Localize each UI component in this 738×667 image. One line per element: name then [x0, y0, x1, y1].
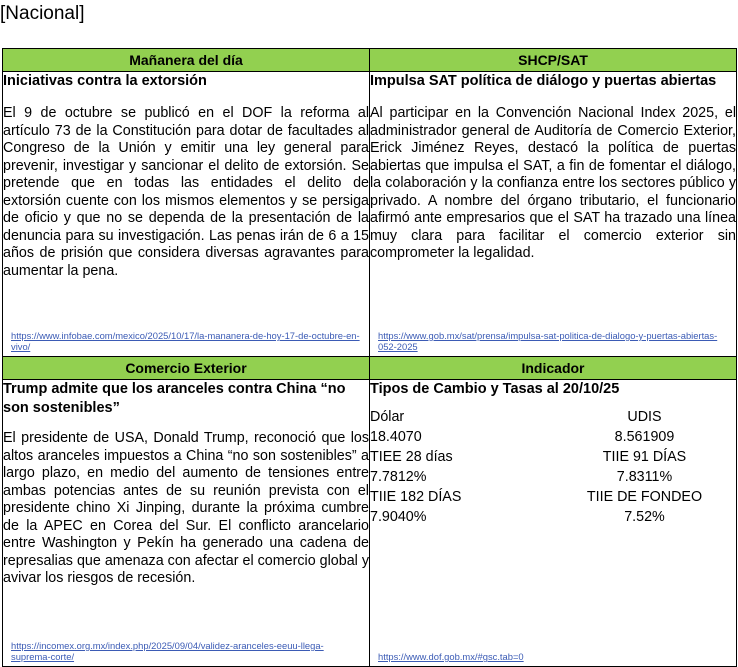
header-comercio-exterior: Comercio Exterior: [3, 357, 370, 380]
cell-manianera: [3, 72, 370, 357]
cell-indicador: [370, 380, 737, 667]
article-title: Trump admite que los aranceles contra China “no son sostenibles”: [3, 381, 346, 416]
indicator-label: Dólar: [370, 409, 405, 425]
source-link[interactable]: https://www.gob.mx/sat/prensa/impulsa-sat-politica-de-dialogo-y-puertas-abiertas-052-2025: [378, 330, 718, 352]
indicator-label: TIEE 28 días: [370, 449, 453, 465]
indicator-value: 8.561909: [614, 429, 675, 445]
indicator-label: TIIE 182 DÍAS: [370, 489, 462, 505]
indicator-title: Tipos de Cambio y Tasas al 20/10/25: [370, 381, 620, 397]
article-text: El presidente de USA, Donald Trump, reconoció que los altos aranceles impuestos a China “no son sostenibles” a largo plazo, en medio del aumento de tensiones entre ambas potencias antes de su reunión prevista con el presidente chino Xi Jinping, durante la próxima cumbre de la APEC en Corea del Sur. El conflicto arancelario entre Washington y Pekín ha generado una cadena de represalias que amenaza con afectar el comercio global y avivar los riesgos de recesión.: [3, 430, 369, 586]
indicator-value: 7.52%: [624, 509, 665, 525]
source-link[interactable]: https://incomex.org.mx/index.php/2025/09/04/validez-aranceles-eeuu-llega-suprema-corte/: [11, 640, 324, 662]
cell-shcp-sat: [370, 72, 737, 357]
indicator-value: 7.9040%: [370, 509, 427, 525]
indicator-grid: [370, 407, 736, 527]
article-title: Impulsa SAT política de diálogo y puertas abiertas: [370, 73, 717, 89]
article-text: Al participar en la Convención Nacional Index 2025, el administrador general de Auditoría de Comercio Exterior, Erick Jiménez Reyes, destacó la política de puertas abiertas que impulsa el SAT, a fin de fomentar el diálogo, la colaboración y la confianza entre los sectores público y privado. A nombre del órgano tributario, el funcionario afirmó ante empresarios que el SAT ha trazado una línea muy clara para facilitar el comercio exterior sin comprometer la legalidad.: [370, 105, 736, 261]
cell-comercio-exterior: [3, 380, 370, 667]
header-indicador: Indicador: [370, 357, 737, 380]
section-title: [Nacional]: [0, 3, 85, 24]
indicator-value: 7.8311%: [616, 469, 673, 485]
indicator-value: 7.7812%: [370, 469, 427, 485]
source-link[interactable]: https://www.infobae.com/mexico/2025/10/17/la-mananera-de-hoy-17-de-octubre-en-vivo/: [11, 330, 360, 352]
article-title: Iniciativas contra la extorsión: [3, 73, 207, 89]
indicator-label: TIIE DE FONDEO: [586, 489, 703, 505]
indicator-label: UDIS: [627, 409, 662, 425]
header-shcp-sat: SHCP/SAT: [370, 49, 737, 72]
indicator-label: TIIE 91 DÍAS: [602, 449, 687, 465]
indicator-value: 18.4070: [370, 429, 422, 445]
source-link[interactable]: https://www.dof.gob.mx/#gsc.tab=0: [378, 651, 524, 662]
header-manianera: Mañanera del día: [3, 49, 370, 72]
news-table: [2, 48, 737, 667]
article-text: El 9 de octubre se publicó en el DOF la reforma al artículo 73 de la Constitución para dotar de facultades al Congreso de la Unión y emitir una ley general para prevenir, investigar y sancionar el delito de extorsión. Se pretende que en todas las entidades el delito de extorsión cuente con los mismos elementos y se persiga de oficio y que no se dependa de la presentación de la denuncia para su investigación. Las penas irán de 6 a 15 años de prisión que considera diversas agravantes para aumentar la pena.: [3, 105, 369, 279]
